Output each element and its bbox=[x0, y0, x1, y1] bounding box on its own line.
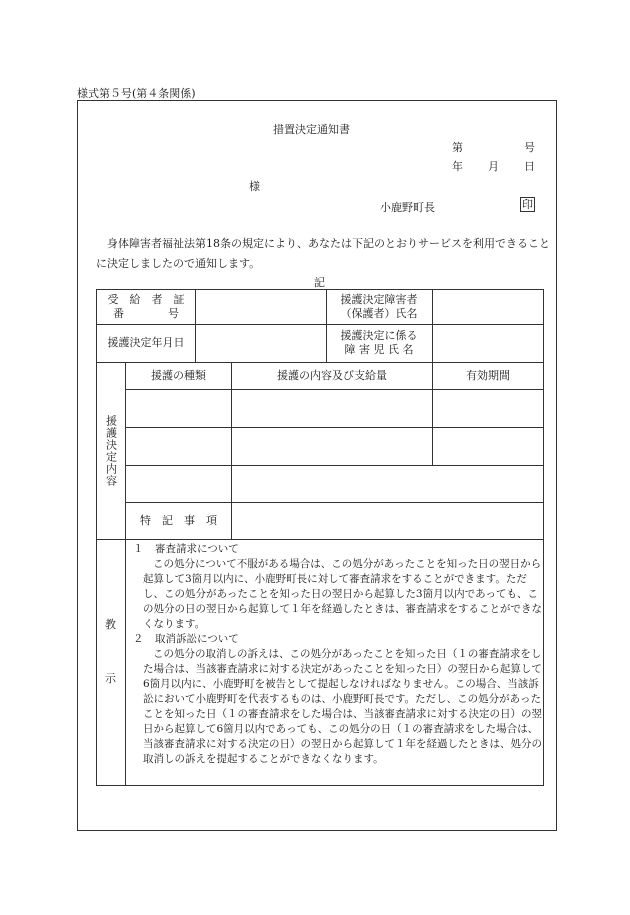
rule bbox=[326, 289, 327, 362]
col-valid-period: 有効期間 bbox=[466, 369, 510, 382]
rule bbox=[96, 785, 544, 786]
notice-body: 身体障害者福祉法第18条の規定により、あなたは下記のとおりサービスを利用できることに決定しましたので通知します。 bbox=[96, 237, 550, 270]
instruction-number: ２ bbox=[133, 633, 144, 645]
label-line: 受 給 者 証 bbox=[107, 293, 185, 306]
addressee-suffix: 様 bbox=[249, 180, 260, 193]
date-month: 月 bbox=[488, 160, 499, 173]
instruction-label-top: 教 bbox=[105, 618, 116, 631]
col-aid-content: 援護の内容及び支給量 bbox=[277, 369, 387, 382]
issuer-name: 小鹿野町長 bbox=[380, 201, 435, 214]
instruction-heading: 取消訴訟について bbox=[155, 633, 239, 645]
form-number-label: 様式第５号(第４条関係) bbox=[77, 87, 196, 100]
date-year: 年 bbox=[452, 160, 463, 173]
label-line: 番 号 bbox=[113, 307, 179, 320]
child-name-label bbox=[328, 325, 430, 361]
label-line: （保護者）氏名 bbox=[340, 307, 418, 320]
instruction-heading: 審査請求について bbox=[155, 543, 239, 555]
rule bbox=[125, 465, 544, 466]
seal-text: 印 bbox=[522, 198, 533, 211]
rule bbox=[432, 289, 433, 362]
rule bbox=[125, 427, 544, 428]
number-prefix: 第 bbox=[452, 141, 463, 154]
instruction-label-bottom: 示 bbox=[105, 672, 116, 685]
label-line: 障 害 児 氏 名 bbox=[344, 343, 414, 356]
decision-content-side-label bbox=[96, 363, 125, 539]
rule bbox=[96, 289, 544, 290]
col-aid-type: 援護の種類 bbox=[151, 369, 206, 382]
rule bbox=[125, 362, 126, 786]
date-day: 日 bbox=[524, 160, 535, 173]
instruction-number: １ bbox=[133, 543, 144, 555]
certificate-number-label bbox=[100, 291, 192, 323]
number-suffix: 号 bbox=[524, 141, 535, 154]
rule bbox=[543, 289, 544, 786]
vertical-label: 援護決定内容 bbox=[104, 415, 118, 487]
instruction-text: この処分について不服がある場合は、この処分があったことを知った日の翌日から起算して3箇月以内に、小鹿野町長に対して審査請求をすることができます。ただし、この処分があったことを知った日の翌日から起算した3箇月以内であっても、この処分の日の翌日から起算して１年を経過したときは、審査請求をすることができなくなります。 bbox=[143, 558, 542, 630]
rule bbox=[125, 389, 544, 390]
rule bbox=[195, 289, 196, 362]
ki-heading: 記 bbox=[314, 276, 325, 289]
label-line: 援護決定障害者 bbox=[340, 293, 418, 306]
document-title: 措置決定通知書 bbox=[273, 123, 350, 136]
decision-date-label: 援護決定年月日 bbox=[107, 336, 185, 349]
label-line: 援護決定に係る bbox=[340, 329, 418, 342]
guardian-name-label bbox=[328, 291, 430, 323]
special-notes-label: 特 記 事 項 bbox=[140, 514, 217, 527]
instruction-text: この処分の取消しの訴えは、この処分があったことを知った日（１の審査請求をした場合は、当該審査請求に対する決定があったことを知った日）の翌日から起算して6箇月以内に、小鹿野町を被告として提起しなければなりません。この場合、当該訴訟において小鹿野町を代表するものは、小鹿野町長です。ただし、この処分があったことを知った日（１の審査請求をした場合は、当該審査請求に対する決定の日）の翌日から起算して6箇月以内であっても、この処分の日（１の審査請求をした場合は、当該審査請求に対する決定の日）の翌日から起算して１年を経過したときは、処分の取消しの訴えを提起することができなくなります。 bbox=[143, 648, 542, 765]
seal-mark bbox=[520, 198, 535, 211]
instruction-heading-row bbox=[133, 632, 543, 647]
rule bbox=[96, 539, 544, 540]
instruction-notes bbox=[133, 542, 543, 767]
instruction-heading-row bbox=[133, 542, 543, 557]
